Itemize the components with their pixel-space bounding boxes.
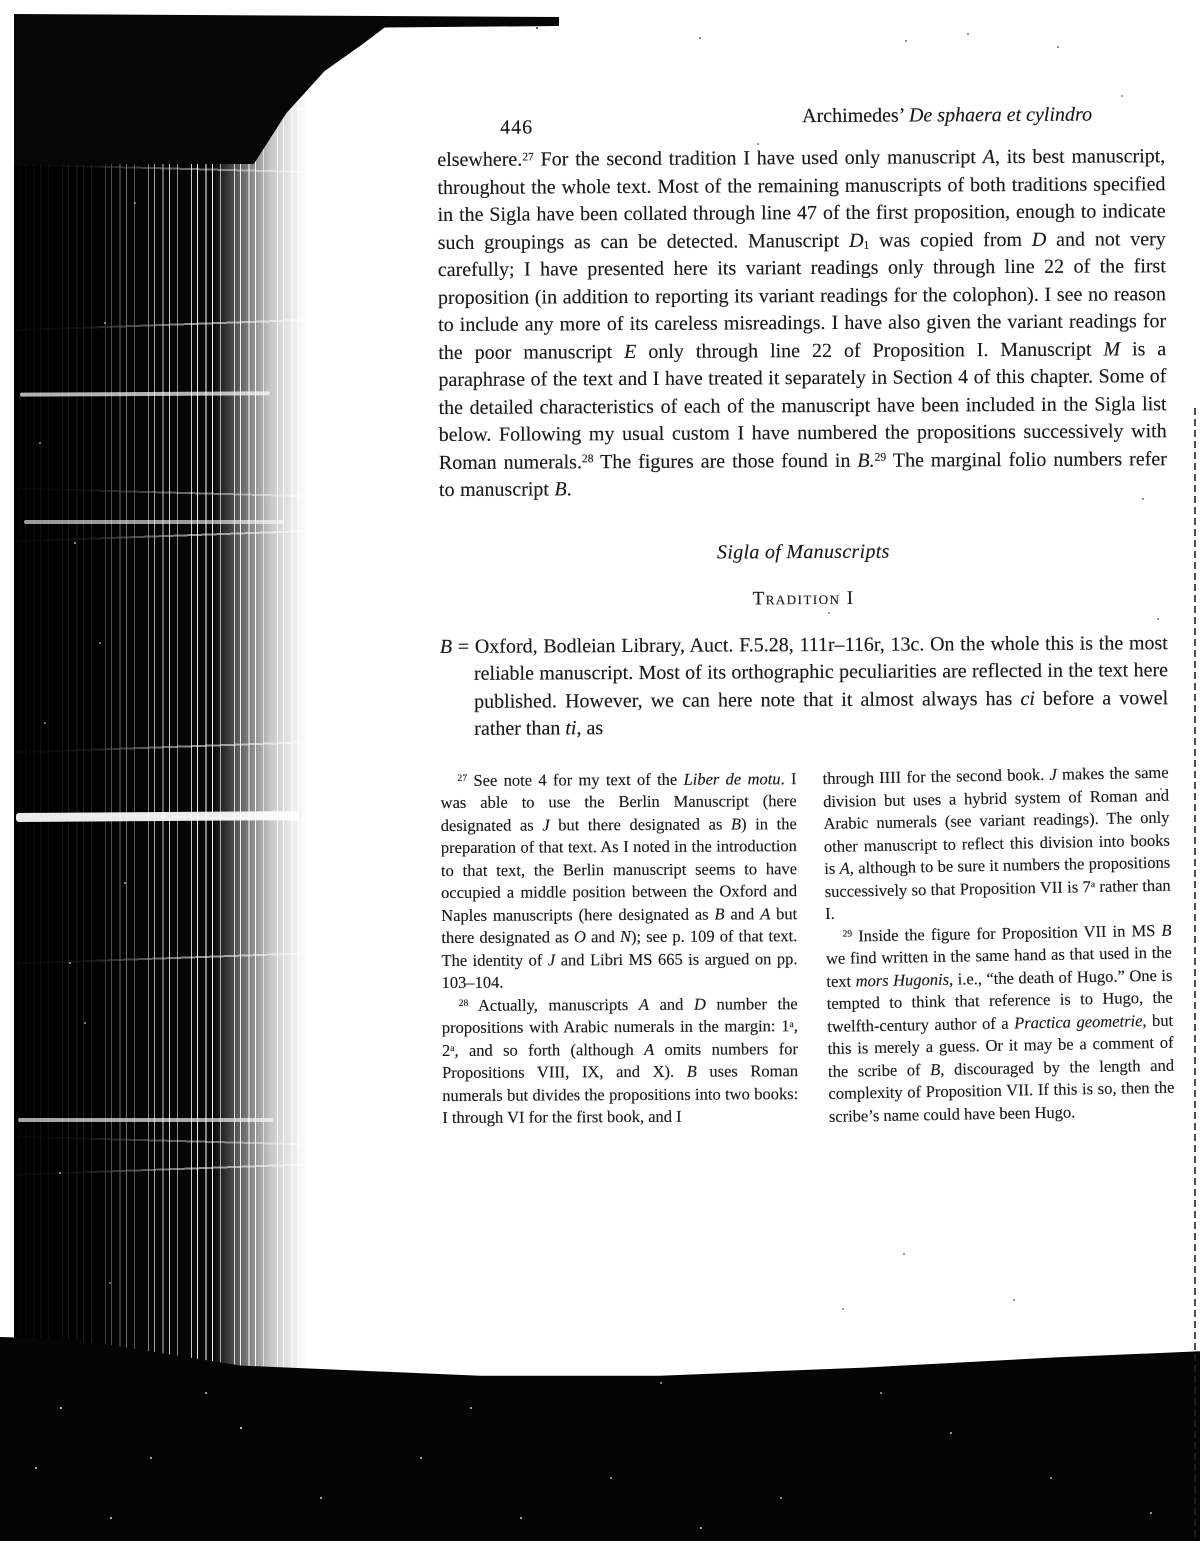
scan-scratch-artifact [24,520,284,524]
footnote-column-right [822,761,1175,1127]
footnote-28-part2: through IIII for the second book. J makes the same division but uses a hybrid system of Roman and Arabic numerals (see variant readings). The only other manuscript to reflect this division into books is A, although to be sure it numbers the propositions successively so that Proposition VII is 7$^a$ rather than I. [822,762,1171,923]
section-heading: Sigla of Manuscripts [716,540,890,564]
sigla-entry-B: B = Oxford, Bodleian Library, Auct. F.5.28, 111r–116r, 13c. On the whole this is the most reliable manuscript. Most of its orthographic peculiarities are reflected in the text here published. However, we can here note that it almost always has ci before a vowel rather than ti, as [439,631,1169,740]
scan-scratch-artifact [18,1118,273,1122]
footnote-27: $^{27}$ See note 4 for my text of the Liber de motu. I was able to use the Berlin Manuscript (here designated as J but there designated as B) in the preparation of that text. As I noted in the introduction to that text, the Berlin manuscript seems to have occupied a middle position between the Oxford and Naples manuscripts (here designated as B and A but there designated as O and N); see p. 109 of that text. The identity of J and Libri MS 665 is argued on pp. 103–104. [440,768,798,992]
scan-scratch-artifact [16,811,298,822]
subsection-heading: Tradition I [752,587,855,609]
footnote-28-part1: $^{28}$ Actually, manuscripts A and D number the propositions with Arabic numerals in the margin: 1$^a$, 2$^a$, and so forth (although A omits numbers for Propositions VIII, IX, and X). B uses Roman numerals but divides the propositions into two books: I through VI for the first book, and I [441,993,799,1127]
running-head: Archimedes’ De sphaera et cylindro [802,103,1093,128]
page-header [437,101,1165,147]
page-number: 446 [500,116,534,139]
scan-shadow-bottom [0,1337,1200,1541]
body-paragraph: elsewhere.$^{27}$ For the second tradition I have used only manuscript A, its best manuscript, throughout the whole text. Most of the remaining manuscripts of both traditions specified in the Sigla have been collated through line 47 of the first proposition, enough to indicate such groupings as can be detected. Manuscript $D_1$ was copied from D and not very carefully; I have presented here its variant readings only through line 22 of the first proposition (in addition to reporting its variant readings for the colophon). I see no reason to include any more of its careless misreadings. I have also given the variant readings for the poor manuscript E only through line 22 of Proposition I. Manuscript M is a paraphrase of the text and I have treated it separately in Section 4 of this chapter. Some of the detailed characteristics of each of the manuscript have been included in the Sigla list below. Following my usual custom I have numbered the propositions successively with Roman numerals.$^{28}$ The figures are those found in B.$^{29}$ The marginal folio numbers refer to manuscript B. [437,145,1167,501]
scan-noise-specks [0,1337,2,1339]
scan-noise-specks [0,0,2,2]
footnote-29: $^{29}$ Inside the figure for Proposition VII in MS B we find written in the same hand as that used in the text mors Hugonis, i.e., “the death of Hugo.” One is tempted to think that reference is to Hugo, the twelfth-century author of a Practica geometrie, but this is merely a guess. Or it may be a comment of the scribe of B, discouraged by the length and complexity of Proposition VII. If this is so, then the scribe’s name could have been Hugo. [825,919,1175,1125]
page-edge-dashed-line [1194,408,1196,1538]
scan-scratch-artifact [20,391,270,396]
book-page-edges-texture [14,22,306,1382]
footnote-column-left [440,768,798,1130]
page-content [437,101,1175,1129]
footnotes-section [440,762,1175,1130]
